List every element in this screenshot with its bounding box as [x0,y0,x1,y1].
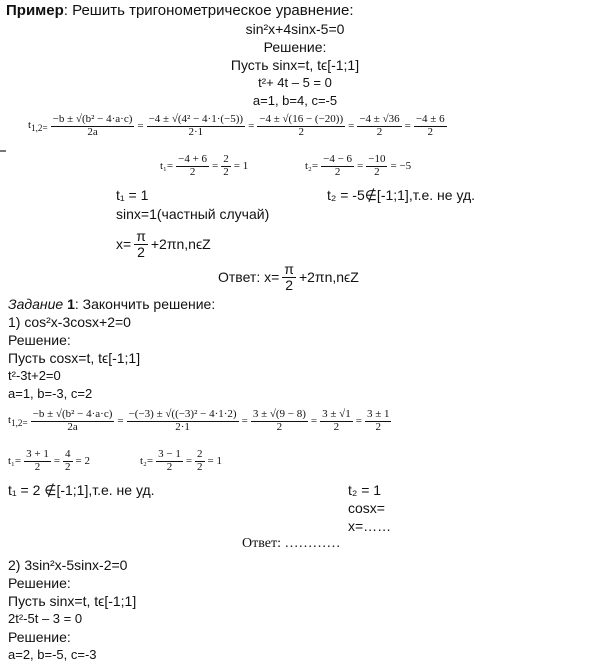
example-title-bold: Пример [6,2,64,19]
roots-example-t2: t₂= $\frac{-4 - 6}{2}$ = $\frac{-10}{2}$ = −5 [305,153,412,178]
formula-frac-1: $\frac{\text{−b ± √(b² − 4·a·c)}}{2a}$ [52,113,133,138]
example-t1-result: t₁ = 1 [116,187,149,203]
example-x-solution: x= $\frac{\pi}{2}$ +2πn,nϵZ [116,228,211,260]
roots-task1-t1: t₁= $\frac{3 + 1}{2}$ = $\frac{4}{2}$ = 2 [8,448,91,473]
task2-solution-label-2: Решение: [8,629,71,645]
scan-edge-mark [0,150,6,152]
task1-item: 1) cos²x-3cosx+2=0 [8,314,131,330]
task1-cosx: cosx= [348,500,385,516]
task1-solution-label: Решение: [8,332,71,348]
task1-title: Задание 1: Закончить решение: [8,296,216,312]
task2-substitution: Пусть sinx=t, tϵ[-1;1] [8,593,137,609]
example-solution-label: Решение: [263,39,327,55]
example-title-rest: : Решить тригонометрическое уравнение: [63,2,354,19]
quadratic-formula-task1: $t_{1,2=}$ $\frac{\text{−b ± √(b² − 4·a·c)}}{2a}$ = $\frac{\text{−(−3) ± √((−3)² − 4·1·2)}}{2\cdot 1}$ = $\frac{3 \pm √(9 - 8)}{2}$ = $\frac{3 \pm √1}{2}$ = $\frac{3 \pm 1}{2}$ [8,408,390,433]
example-substitution: Пусть sinx=t, tϵ[-1;1] [230,57,360,73]
task1-x-blank: x=…… [348,518,392,534]
formula-frac-4: $\frac{-4 \pm √36}{2}$ [359,113,400,138]
task1-substitution: Пусть cosx=t, tϵ[-1;1] [8,350,141,366]
roots-task1-t2: t₂= $\frac{3 - 1}{2}$ = $\frac{2}{2}$ = 1 [140,448,223,473]
example-title [6,2,354,19]
formula-frac-5: $\frac{-4 \pm 6}{2}$ [415,113,445,138]
task1-t2-result: t₂ = 1 [348,482,382,498]
example-coefficients: a=1, b=4, c=-5 [252,93,338,108]
task1-answer: Ответ: ………… [242,536,341,551]
formula-frac-2: $\frac{\text{−4 ± √(4² − 4·1·(−5))}}{2\cdot 1}$ [148,113,244,138]
formula-lhs: $t_{1,2=}$ [28,118,48,134]
example-t2-result: t₂ = -5∉[-1;1],т.е. не уд. [327,187,476,203]
example-sinx: sinx=1(частный случай) [116,206,270,222]
quadratic-formula-example: $t_{1,2=}$ $\frac{\text{−b ± √(b² − 4·a·c)}}{2a}$ = $\frac{\text{−4 ± √(4² − 4·1·(−5))}}{2\cdot 1}$ = $\frac{-4 \pm √(16 - (-20))}{2}$ = $\frac{-4 \pm √36}{2}$ = $\frac{-4 \pm 6}{2}$ [28,113,445,138]
task1-quadratic: t²-3t+2=0 [8,368,61,383]
task2-quadratic: 2t²-5t – 3 = 0 [8,611,83,626]
task2-coefficients: a=2, b=-5, c=-3 [8,647,97,662]
example-answer: Ответ: x= $\frac{\pi}{2}$ +2πn,nϵZ [218,261,359,293]
roots-example-t1: t₁= $\frac{-4 + 6}{2}$ = $\frac{2}{2}$ = 1 [160,153,249,178]
task1-coefficients: a=1, b=-3, c=2 [8,386,93,401]
example-equation: sin²x+4sinx-5=0 [245,21,345,37]
task2-item: 2) 3sin²x-5sinx-2=0 [8,557,128,573]
example-quadratic: t²+ 4t – 5 = 0 [258,75,332,90]
formula-frac-3: $\frac{-4 \pm √(16 - (-20))}{2}$ [259,113,344,138]
task1-t1-result: t₁ = 2 ∉[-1;1],т.е. не уд. [8,482,155,498]
task2-solution-label-1: Решение: [8,575,71,591]
